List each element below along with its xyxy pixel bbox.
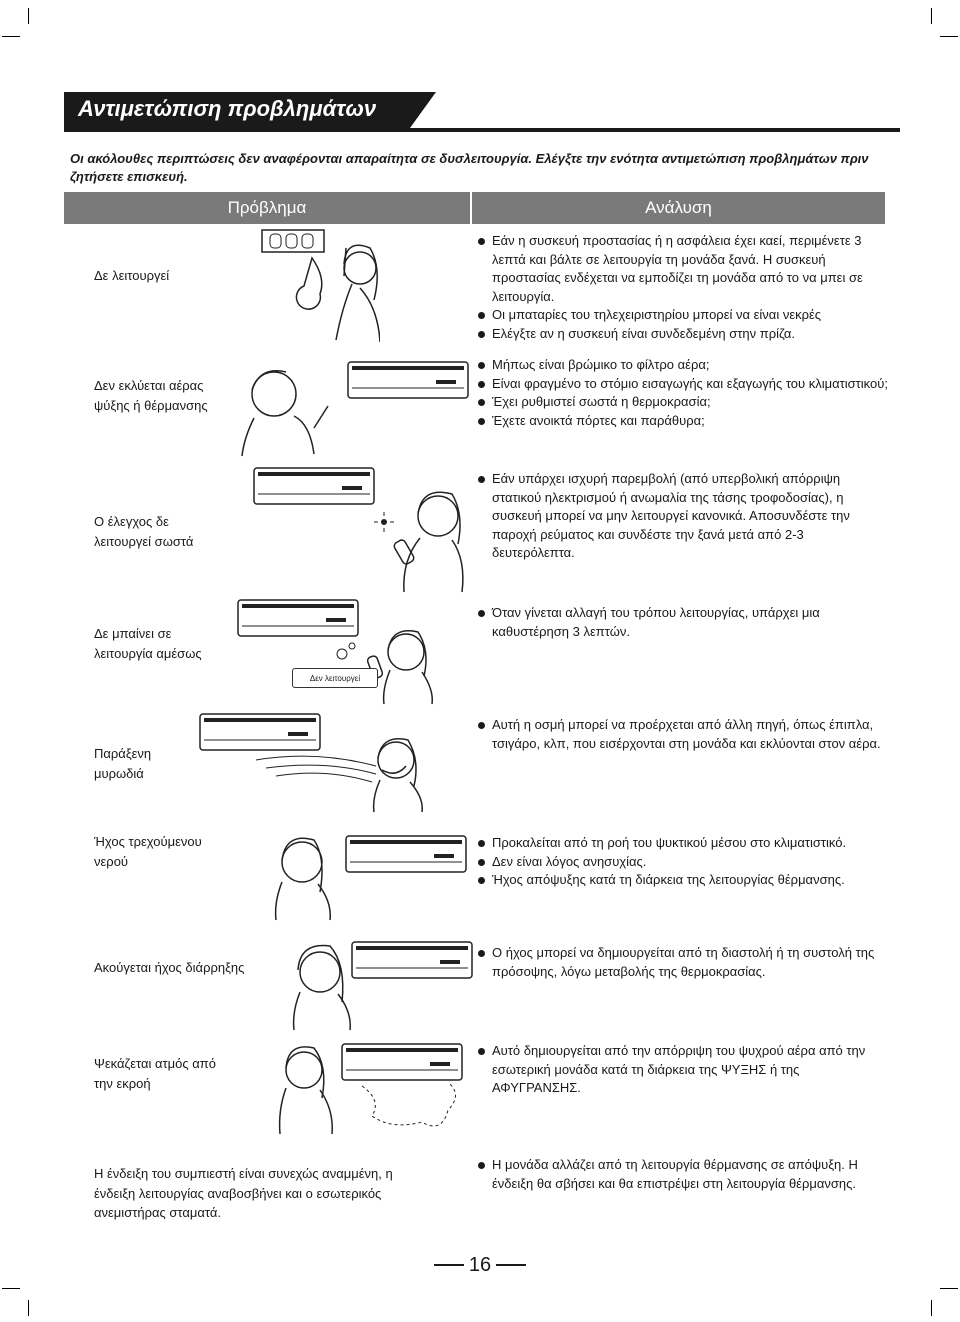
page-number-dash	[434, 1264, 464, 1266]
header-analysis: Ανάλυση	[472, 192, 885, 224]
analysis-smell	[478, 716, 888, 753]
analysis-item: Η μονάδα αλλάζει από τη λειτουργία θέρμανσης σε απόψυξη. Η ένδειξη θα σβήσει και θα επιστρέψει στη λειτουργία θέρμανσης.	[478, 1156, 878, 1193]
smell-illustration	[196, 710, 476, 814]
analysis-item: Έχει ρυθμιστεί σωστά η θερμοκρασία;	[478, 393, 888, 412]
analysis-item: Όταν γίνεται αλλαγή του τρόπου λειτουργίας, υπάρχει μια καθυστέρηση 3 λεπτών.	[478, 604, 888, 641]
problem-water-sound: Ήχος τρεχούμενου νερού	[94, 834, 202, 869]
analysis-control	[478, 470, 888, 563]
analysis-crack-sound	[478, 944, 888, 981]
analysis-item: Εάν η συσκευή προστασίας ή η ασφάλεια έχει καεί, περιμένετε 3 λεπτά και βάλτε σε λειτουργία τη μονάδα ξανά. Η συσκευή προστασίας ενδέχεται να εμποδίζει τη μονάδα από το να μπει σε λειτουργία.	[478, 232, 888, 306]
woman-and-ac-illustration	[240, 358, 472, 458]
delayed-start-illustration	[234, 594, 474, 706]
problem-crack-sound: Ακούγεται ήχος διάρρηξης	[94, 960, 245, 975]
crop-mark	[28, 8, 29, 24]
analysis-item: Έχετε ανοικτά πόρτες και παράθυρα;	[478, 412, 888, 431]
problem-smell: Παράξενη μυρωδιά	[94, 746, 152, 781]
page-title: Αντιμετώπιση προβλημάτων	[78, 96, 377, 121]
header-problem: Πρόβλημα	[64, 192, 470, 224]
analysis-item: Αυτό δημιουργείται από την απόρριψη του ψυχρού αέρα από την εσωτερική μονάδα κατά τη διάρκεια της ΨΥΞΗΣ ή της ΑΦΥΓΡΑΝΣΗΣ.	[478, 1042, 888, 1098]
analysis-item: Προκαλείται από τη ροή του ψυκτικού μέσου στο κλιματιστικό.	[478, 834, 888, 853]
speech-bubble: Δεν λειτουργεί	[292, 668, 378, 688]
analysis-steam	[478, 1042, 888, 1098]
analysis-item: Ήχος απόψυξης κατά τη διάρκεια της λειτουργίας θέρμανσης.	[478, 871, 888, 890]
problem-indicator: Η ένδειξη του συμπιεστή είναι συνεχώς αναμμένη, η ένδειξη λειτουργίας αναβοσβήνει και ο εσωτερικός ανεμιστήρας σταματά.	[94, 1166, 393, 1220]
page-number-dash	[496, 1264, 526, 1266]
fuse-and-woman-illustration	[260, 228, 380, 346]
analysis-item: Δεν είναι λόγος ανησυχίας.	[478, 853, 888, 872]
page-number-text: 16	[468, 1254, 492, 1276]
analysis-not-working	[478, 232, 888, 343]
crop-mark	[2, 1288, 20, 1289]
page-number	[430, 1254, 530, 1277]
crop-mark	[2, 36, 20, 37]
problem-steam: Ψεκάζεται ατμός από την εκροή	[94, 1056, 216, 1091]
problem-delay: Δε μπαίνει σε λειτουργία αμέσως	[94, 626, 202, 661]
analysis-item: Οι μπαταρίες του τηλεχειριστηρίου μπορεί να είναι νεκρές	[478, 306, 888, 325]
crop-mark	[931, 8, 932, 24]
problem-no-air: Δεν εκλύεται αέρας ψύξης ή θέρμανσης	[94, 378, 208, 413]
analysis-item: Αυτή η οσμή μπορεί να προέρχεται από άλλη πηγή, όπως έπιπλα, τσιγάρο, κλπ, που εισέρχονται στη μονάδα και εκλύονται στον αέρα.	[478, 716, 888, 753]
problem-not-working: Δε λειτουργεί	[94, 268, 170, 283]
problem-control: Ο έλεγχος δε λειτουργεί σωστά	[94, 514, 194, 549]
crop-mark	[940, 36, 958, 37]
crop-mark	[940, 1288, 958, 1289]
steam-illustration	[272, 1030, 472, 1140]
analysis-indicator	[478, 1156, 878, 1193]
analysis-item: Ελέγξτε αν η συσκευή είναι συνδεδεμένη στην πρίζα.	[478, 325, 888, 344]
crack-sound-illustration	[286, 928, 476, 1032]
analysis-delay	[478, 604, 888, 641]
analysis-no-air	[478, 356, 888, 430]
analysis-item: Ο ήχος μπορεί να δημιουργείται από τη διαστολή ή τη συστολή της πρόσοψης, λόγω μεταβολής της θερμοκρασίας.	[478, 944, 888, 981]
crop-mark	[28, 1300, 29, 1316]
water-sound-illustration	[270, 822, 470, 922]
remote-woman-and-ac-illustration	[252, 464, 472, 594]
analysis-item: Εάν υπάρχει ισχυρή παρεμβολή (από υπερβολική απόρριψη στατικού ηλεκτρισμού ή ανωμαλία της τάσης τροφοδοσίας), η συσκευή μπορεί να μην λειτουργεί κανονικά. Αποσυνδέστε την παροχή ρεύματος και συνδέστε την ξανά μετά από 2-3 δευτερόλεπτα.	[478, 470, 888, 563]
analysis-item: Είναι φραγμένο το στόμιο εισαγωγής και εξαγωγής του κλιματιστικού;	[478, 375, 888, 394]
analysis-item: Μήπως είναι βρώμικο το φίλτρο αέρα;	[478, 356, 888, 375]
title-underline	[64, 128, 900, 132]
title-bar	[64, 92, 900, 132]
analysis-water-sound	[478, 834, 888, 890]
crop-mark	[931, 1300, 932, 1316]
intro-text: Οι ακόλουθες περιπτώσεις δεν αναφέρονται απαραίτητα σε δυσλειτουργία. Ελέγξτε την ενότητα αντιμετώπιση προβλημάτων πριν ζητήσετε επισκευή.	[70, 151, 869, 184]
